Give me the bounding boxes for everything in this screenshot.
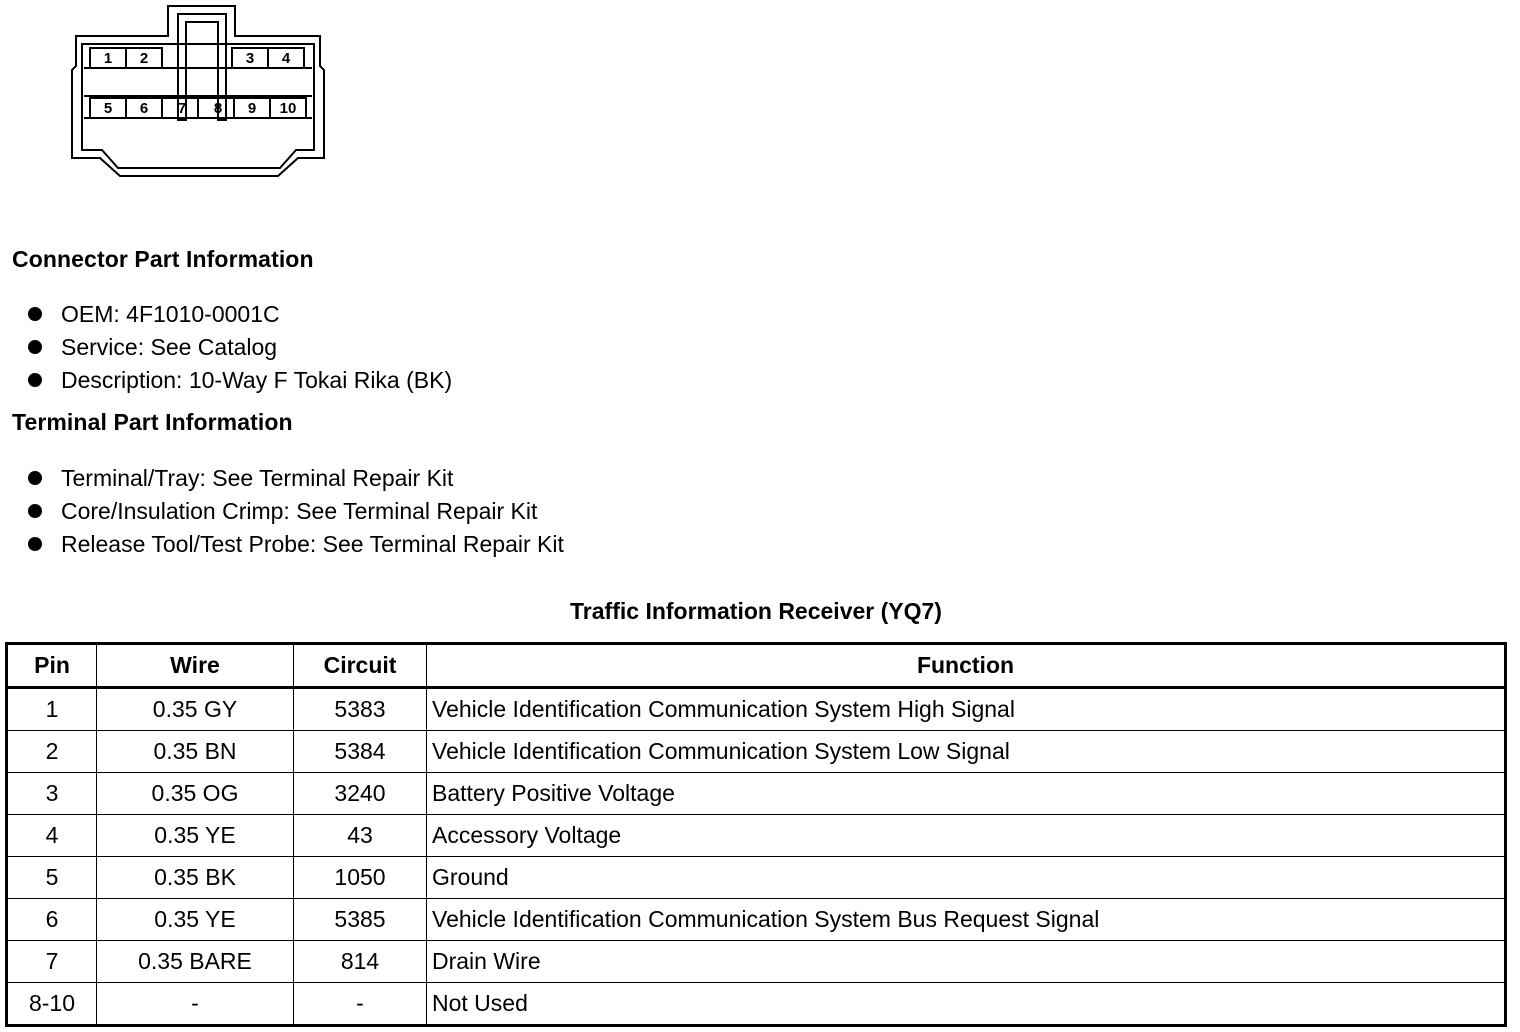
cell-wire: 0.35 BN (97, 731, 294, 773)
pin-label-10: 10 (279, 100, 297, 117)
cell-wire: 0.35 YE (97, 815, 294, 857)
pin-label-2: 2 (139, 50, 149, 67)
cell-wire: 0.35 BARE (97, 941, 294, 983)
cell-function: Battery Positive Voltage (427, 773, 1506, 815)
pin-label-7: 7 (177, 100, 187, 117)
cell-function: Vehicle Identification Communication System High Signal (427, 688, 1506, 731)
bullet-icon (28, 373, 42, 387)
table-row (7, 899, 1506, 941)
cell-pin: 1 (7, 688, 97, 731)
connector-part-info-heading: Connector Part Information (12, 246, 314, 272)
cell-pin: 8-10 (7, 983, 97, 1026)
cell-circuit: 5384 (294, 731, 427, 773)
cell-wire: - (97, 983, 294, 1026)
bullet-icon (28, 340, 42, 354)
list-item-text: OEM: 4F1010-0001C (61, 301, 280, 327)
cell-wire: 0.35 BK (97, 857, 294, 899)
cell-pin: 2 (7, 731, 97, 773)
list-item-text: Service: See Catalog (61, 334, 278, 360)
list-item-text: Core/Insulation Crimp: See Terminal Repair Kit (61, 498, 538, 524)
table-row (7, 688, 1506, 731)
pin-label-8: 8 (213, 100, 223, 117)
cell-circuit: 3240 (294, 773, 427, 815)
pin-label-1: 1 (103, 50, 113, 67)
cell-pin: 5 (7, 857, 97, 899)
cell-pin: 7 (7, 941, 97, 983)
table-row (7, 773, 1506, 815)
cell-function: Ground (427, 857, 1506, 899)
cell-function: Drain Wire (427, 941, 1506, 983)
table-row (7, 857, 1506, 899)
list-item (28, 495, 564, 528)
cell-circuit: - (294, 983, 427, 1026)
list-item (28, 331, 452, 364)
pin-label-3: 3 (245, 50, 255, 67)
table-row (7, 731, 1506, 773)
pin-label-4: 4 (281, 50, 291, 67)
cell-circuit: 5385 (294, 899, 427, 941)
cell-circuit: 1050 (294, 857, 427, 899)
list-item (28, 364, 452, 397)
bullet-icon (28, 537, 42, 551)
cell-function: Accessory Voltage (427, 815, 1506, 857)
list-item (28, 462, 564, 495)
pin-label-5: 5 (103, 100, 113, 117)
table-row (7, 941, 1506, 983)
cell-pin: 3 (7, 773, 97, 815)
connector-housing-outline (72, 6, 324, 176)
cell-function: Not Used (427, 983, 1506, 1026)
cell-circuit: 814 (294, 941, 427, 983)
pinout-table-title: Traffic Information Receiver (YQ7) (570, 598, 942, 624)
list-item-text: Description: 10-Way F Tokai Rika (BK) (61, 367, 453, 393)
header-function: Function (427, 644, 1506, 688)
terminal-part-info-heading: Terminal Part Information (12, 409, 293, 435)
cell-wire: 0.35 GY (97, 688, 294, 731)
header-wire: Wire (97, 644, 294, 688)
pin-label-6: 6 (139, 100, 149, 117)
connector-face-diagram (60, 0, 340, 185)
cell-pin: 6 (7, 899, 97, 941)
list-item-text: Terminal/Tray: See Terminal Repair Kit (61, 465, 454, 491)
table-header-row (7, 644, 1506, 688)
header-pin: Pin (7, 644, 97, 688)
cell-circuit: 5383 (294, 688, 427, 731)
cell-wire: 0.35 OG (97, 773, 294, 815)
pinout-table (5, 642, 1507, 1027)
cell-function: Vehicle Identification Communication System Low Signal (427, 731, 1506, 773)
bullet-icon (28, 307, 42, 321)
bullet-icon (28, 504, 42, 518)
list-item (28, 298, 452, 331)
cell-wire: 0.35 YE (97, 899, 294, 941)
pin-label-9: 9 (247, 100, 257, 117)
cell-circuit: 43 (294, 815, 427, 857)
bullet-icon (28, 471, 42, 485)
table-row (7, 983, 1506, 1026)
table-row (7, 815, 1506, 857)
cell-pin: 4 (7, 815, 97, 857)
list-item (28, 528, 564, 561)
cell-function: Vehicle Identification Communication System Bus Request Signal (427, 899, 1506, 941)
terminal-part-info-list (28, 462, 564, 561)
header-circuit: Circuit (294, 644, 427, 688)
connector-part-info-list (28, 298, 452, 397)
list-item-text: Release Tool/Test Probe: See Terminal Repair Kit (61, 531, 564, 557)
